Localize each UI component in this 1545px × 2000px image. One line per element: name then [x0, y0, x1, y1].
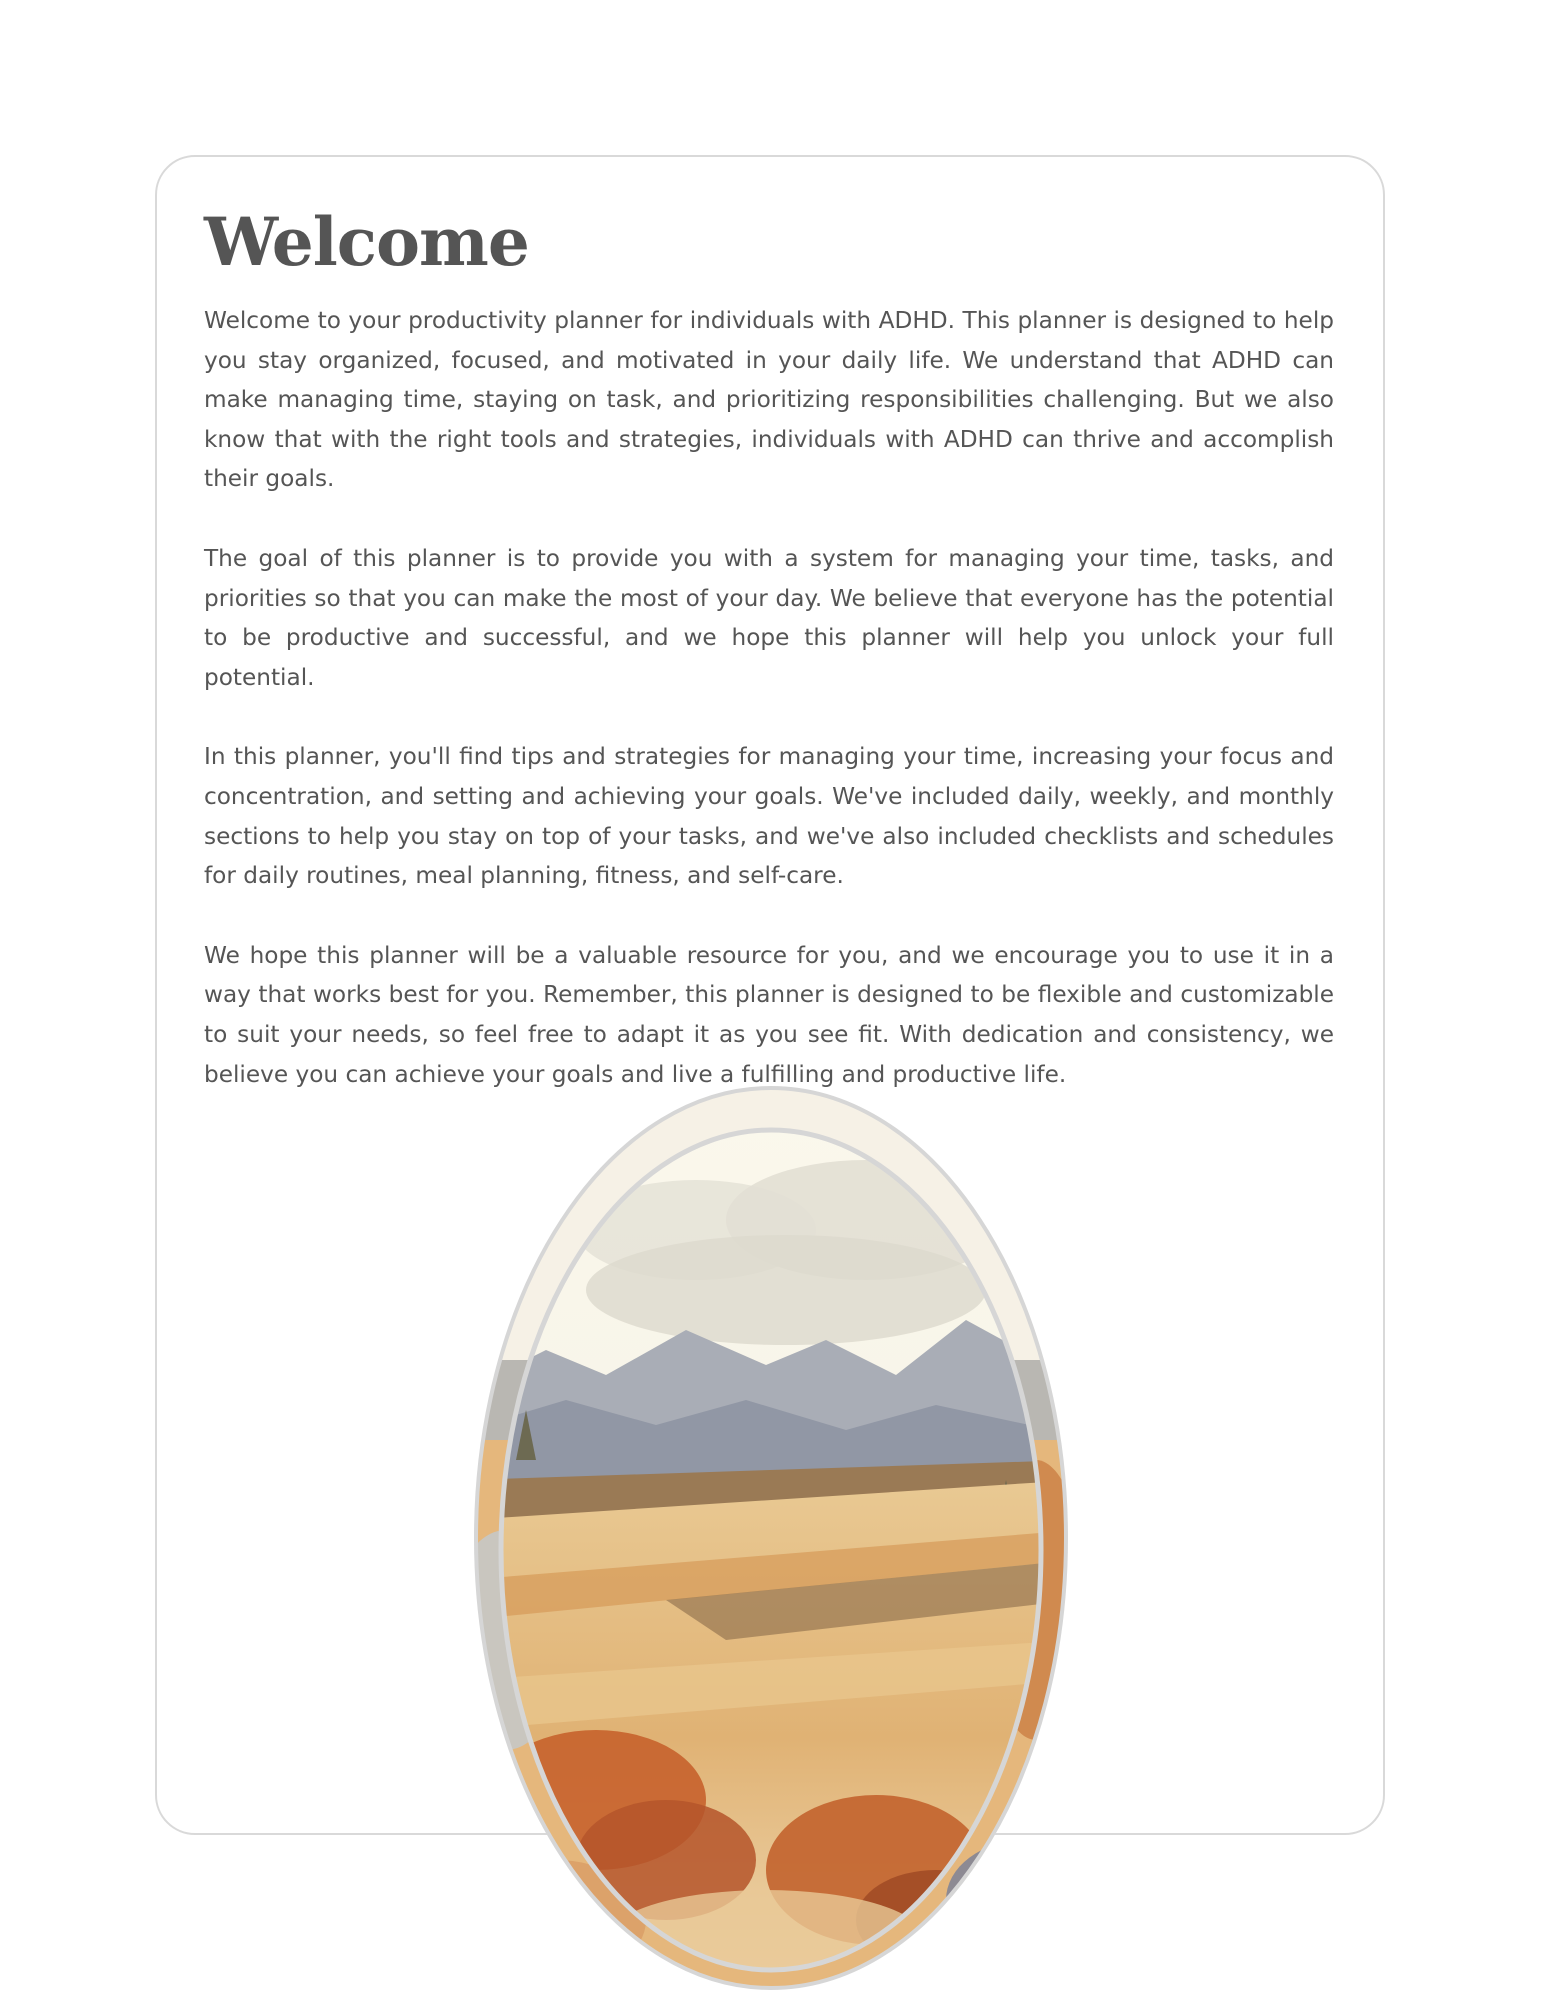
paragraph-intro: Welcome to your productivity planner for individuals with ADHD. This planner is designed to help you stay organized, focused, and motivated in your daily life. We understand that ADHD can make managing time, staying on task, and prioritizing responsibilities challenging. But we also know that with the right tools and strategies, individuals with ADHD can thrive and accomplish their goals.	[204, 307, 1334, 493]
inner-image-layer	[466, 1080, 1076, 1995]
landscape-illustration	[466, 1080, 1076, 1995]
paragraph-goal: The goal of this planner is to provide you with a system for managing your time, tasks, and priorities so that you can make the most of your day. We believe that everyone has the potential to be productive and successful, and we hope this planner will help you unlock your full potential.	[204, 544, 1334, 691]
watercolor-landscape-image	[466, 1080, 1076, 1995]
welcome-text	[204, 301, 1334, 1134]
page-title: Welcome	[204, 203, 529, 281]
paragraph-contents: In this planner, you'll find tips and strategies for managing your time, increasing your focus and concentration, and setting and achieving your goals. We've included daily, weekly, and monthly sections to help you stay on top of your tasks, and we've also included checklists and schedules for daily routines, meal planning, fitness, and self-care.	[204, 743, 1334, 890]
paragraph-encouragement: We hope this planner will be a valuable resource for you, and we encourage you to use it in a way that works best for you. Remember, this planner is designed to be flexible and customizable to suit your needs, so feel free to adapt it as you see fit. With dedication and consistency, we believe you can achieve your goals and live a fulfilling and productive life.	[204, 941, 1334, 1088]
